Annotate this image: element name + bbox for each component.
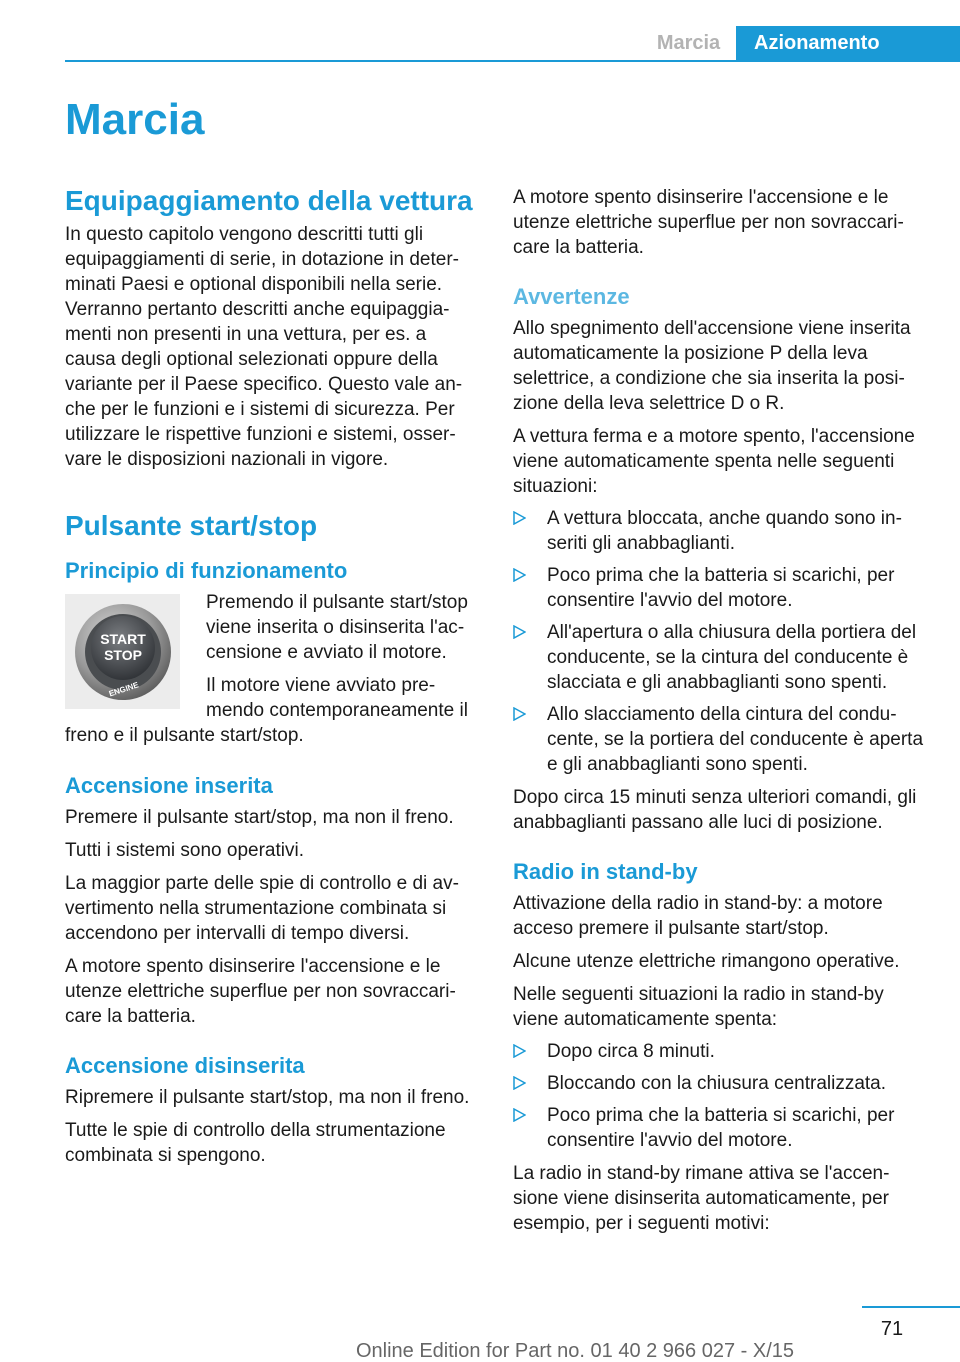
paragraph-inserita-2: Tutti i sistemi sono operativi. xyxy=(65,840,304,861)
page-title: Marcia xyxy=(65,95,205,144)
triangle-right-icon xyxy=(513,1044,526,1058)
header-chapter-tab[interactable]: Azionamento xyxy=(736,26,960,62)
list-item: Poco prima che la batteria si scarichi, per consentire l'avvio del motore. xyxy=(513,563,925,613)
paragraph-equipaggiamento: In questo capitolo vengono descritti tutti gli equipaggiamenti di serie, in dotazione in determinati Paesi e optional disponibili nella serie. Verranno pertanto descritti anche equipaggiamenti non presenti in una vettura, per es. a causa degli optional selezionati oppure della variante per il Paese specifico. Questo vale anche per le funzioni e i sistemi di sicurezza. Per utilizzare le rispettive funzioni e sistemi, osservare le disposizioni nazionali in vigore. xyxy=(65,224,463,470)
paragraph-radio-2: Alcune utenze elettriche rimangono operative. xyxy=(513,951,900,972)
paragraph-radio-1: Attivazione della radio in stand-by: a motore acceso premere il pulsante start/stop. xyxy=(513,893,883,939)
paragraph-avvertenze-2: A vettura ferma e a motore spento, l'accensione viene automaticamente spenta nelle seguenti situazioni: xyxy=(513,426,915,497)
page-number: 71 xyxy=(880,1318,904,1340)
list-item: A vettura bloccata, anche quando sono inseriti gli anabbaglianti. xyxy=(513,506,925,556)
paragraph-principio-1: Premendo il pulsante start/stop viene inserita o disinserita l'accensione e avviato il motore. xyxy=(206,592,468,663)
heading-principio: Principio di funzionamento xyxy=(65,558,348,583)
heading-pulsante: Pulsante start/stop xyxy=(65,510,318,541)
paragraph-disinserita-2: Tutte le spie di controllo della strumentazione combinata si spengono. xyxy=(65,1120,446,1166)
heading-radio-stand-by: Radio in stand-by xyxy=(513,859,698,884)
triangle-right-icon xyxy=(513,625,526,639)
triangle-right-icon xyxy=(513,1108,526,1122)
paragraph-avvertenze-1: Allo spegnimento dell'accensione viene inserita automaticamente la posizione P della leva selettrice, a condizione che sia inserita la posizione della leva selettrice D o R. xyxy=(513,318,911,414)
triangle-right-icon xyxy=(513,1076,526,1090)
paragraph-disinserita-1: Ripremere il pulsante start/stop, ma non il freno. xyxy=(65,1087,470,1108)
header-section-tab[interactable]: Marcia xyxy=(656,32,721,54)
button-label-start: START xyxy=(99,630,146,647)
right-column xyxy=(513,185,925,1236)
list-item: All'apertura o alla chiusura della portiera del conducente, se la cintura del conducente è slacciata e gli anabbaglianti sono spenti. xyxy=(513,620,925,695)
list-avvertenze xyxy=(513,506,925,777)
start-stop-icon xyxy=(73,602,173,702)
list-radio xyxy=(513,1039,925,1153)
list-item: Dopo circa 8 minuti. xyxy=(513,1039,925,1064)
triangle-right-icon xyxy=(513,511,526,525)
button-label-stop: STOP xyxy=(103,646,142,663)
triangle-right-icon xyxy=(513,568,526,582)
triangle-right-icon xyxy=(513,707,526,721)
left-column xyxy=(65,185,477,1168)
footer-edition: Online Edition for Part no. 01 40 2 966 027 - X/15 xyxy=(355,1340,795,1362)
paragraph-radio-4: La radio in stand-by rimane attiva se l'accensione viene disinserita automaticamente, per esempio, per i seguenti motivi: xyxy=(513,1163,890,1234)
paragraph-inserita-1: Premere il pulsante start/stop, ma non il freno. xyxy=(65,807,454,828)
paragraph-radio-3: Nelle seguenti situazioni la radio in stand-by viene automaticamente spenta: xyxy=(513,984,884,1030)
list-item: Poco prima che la batteria si scarichi, per consentire l'avvio del motore. xyxy=(513,1103,925,1153)
footer-rule xyxy=(862,1306,960,1308)
button-label-engine: ENGINE xyxy=(107,679,140,698)
paragraph-right-top: A motore spento disinserire l'accensione e le utenze elettriche superflue per non sovraccaricare la batteria. xyxy=(513,187,904,258)
heading-accensione-inserita: Accensione inserita xyxy=(65,773,273,798)
paragraph-avvertenze-3: Dopo circa 15 minuti senza ulteriori comandi, gli anabbaglianti passano alle luci di posizione. xyxy=(513,787,917,833)
paragraph-inserita-3: La maggior parte delle spie di controllo e di avvertimento nella strumentazione combinata si accendono per intervalli di tempo diversi. xyxy=(65,873,459,944)
heading-accensione-disinserita: Accensione disinserita xyxy=(65,1053,305,1078)
principio-block xyxy=(65,590,477,748)
list-item: Bloccando con la chiusura centralizzata. xyxy=(513,1071,925,1096)
start-stop-button-image xyxy=(65,594,180,709)
paragraph-inserita-4: A motore spento disinserire l'accensione e le utenze elettriche superflue per non sovraccaricare la batteria. xyxy=(65,956,456,1027)
list-item: Allo slacciamento della cintura del conducente, se la portiera del conducente è aperta e gli anabbaglianti sono spenti. xyxy=(513,702,925,777)
heading-equipaggiamento: Equipaggiamento della vettura xyxy=(65,185,473,216)
heading-avvertenze: Avvertenze xyxy=(513,284,630,309)
paragraph-principio-2: Il motore viene avviato premendo contemporaneamente il freno e il pulsante start/stop. xyxy=(65,675,468,746)
